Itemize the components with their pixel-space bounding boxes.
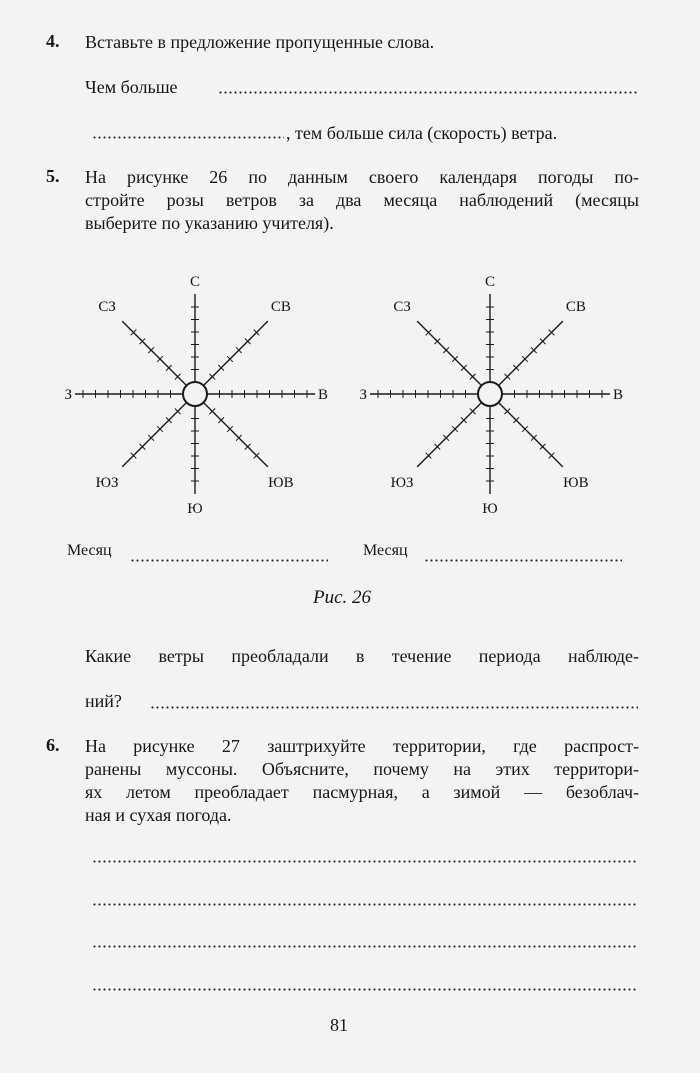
task-6-line-1: На рисунке 27 заштрихуйте территории, где распрост- xyxy=(85,736,639,756)
wind-rose-1[interactable] xyxy=(64,274,328,517)
rose-label-ne: СВ xyxy=(565,299,586,316)
month-label-2: Месяц xyxy=(363,542,408,559)
rose-axis-ne xyxy=(498,321,562,385)
rose-axis-sw xyxy=(417,402,481,466)
rose-label-se: ЮВ xyxy=(268,474,294,491)
task-5-line-1: На рисунке 26 по данным своего календаря погоды по- xyxy=(85,167,639,187)
rose-center-circle xyxy=(183,382,207,406)
rose-label-se: ЮВ xyxy=(563,474,589,491)
rose-label-nw: СЗ xyxy=(98,299,116,316)
rose-label-s: Ю xyxy=(187,501,203,517)
rose-label-s: Ю xyxy=(482,501,498,517)
task-6-answer-line-3[interactable] xyxy=(92,945,638,948)
task-6-answer-line-2[interactable] xyxy=(92,903,638,906)
task-6-line-4: ная и сухая погода. xyxy=(85,805,232,825)
task-6-answer-line-4[interactable] xyxy=(92,988,638,991)
rose-center-circle xyxy=(478,382,502,406)
task-4-line1-lead: Чем больше xyxy=(85,77,178,97)
page-number: 81 xyxy=(330,1015,348,1035)
rose-axis-se xyxy=(203,402,267,466)
task-6-line-3: ях летом преобладает пасмурная, а зимой — безоблач- xyxy=(85,782,639,802)
task-6-number: 6. xyxy=(46,735,60,755)
rose-axis-sw xyxy=(122,402,186,466)
rose-label-sw: ЮЗ xyxy=(95,474,119,491)
task-5-number: 5. xyxy=(46,166,60,186)
task-5-question-line-2: ний? xyxy=(85,691,122,711)
task-6-answer-line-1[interactable] xyxy=(92,860,638,863)
rose-axis-nw xyxy=(122,321,186,385)
month-blank-1[interactable] xyxy=(130,559,328,562)
rose-label-e: В xyxy=(613,387,624,403)
task-4-number: 4. xyxy=(46,31,60,51)
wind-rose-2[interactable] xyxy=(359,274,623,517)
task-5-line-3: выберите по указанию учителя). xyxy=(85,213,334,233)
task-4-line2-tail: , тем больше сила (скорость) ветра. xyxy=(286,123,558,143)
task-5-line-2: стройте розы ветров за два месяца наблюдений (месяцы xyxy=(85,190,639,210)
rose-label-ne: СВ xyxy=(270,299,291,316)
rose-label-n: С xyxy=(189,274,201,290)
figure-caption: Рис. 26 xyxy=(313,587,372,608)
rose-axis-nw xyxy=(417,321,481,385)
rose-axis-se xyxy=(498,402,562,466)
rose-label-n: С xyxy=(484,274,496,290)
task-5-question-line-1: Какие ветры преобладали в течение периода наблюде- xyxy=(85,646,639,666)
month-label-1: Месяц xyxy=(67,542,112,559)
rose-axis-ne xyxy=(203,321,267,385)
task-6-line-2: ранены муссоны. Объясните, почему на этих территори- xyxy=(85,759,639,779)
task-5-answer-blank[interactable] xyxy=(150,706,638,709)
rose-label-sw: ЮЗ xyxy=(390,474,414,491)
rose-label-w: З xyxy=(359,387,367,403)
month-blank-2[interactable] xyxy=(424,559,622,562)
rose-label-e: В xyxy=(318,387,329,403)
task-4-prompt: Вставьте в предложение пропущенные слова. xyxy=(85,32,435,52)
rose-label-nw: СЗ xyxy=(393,299,411,316)
rose-label-w: З xyxy=(64,387,72,403)
